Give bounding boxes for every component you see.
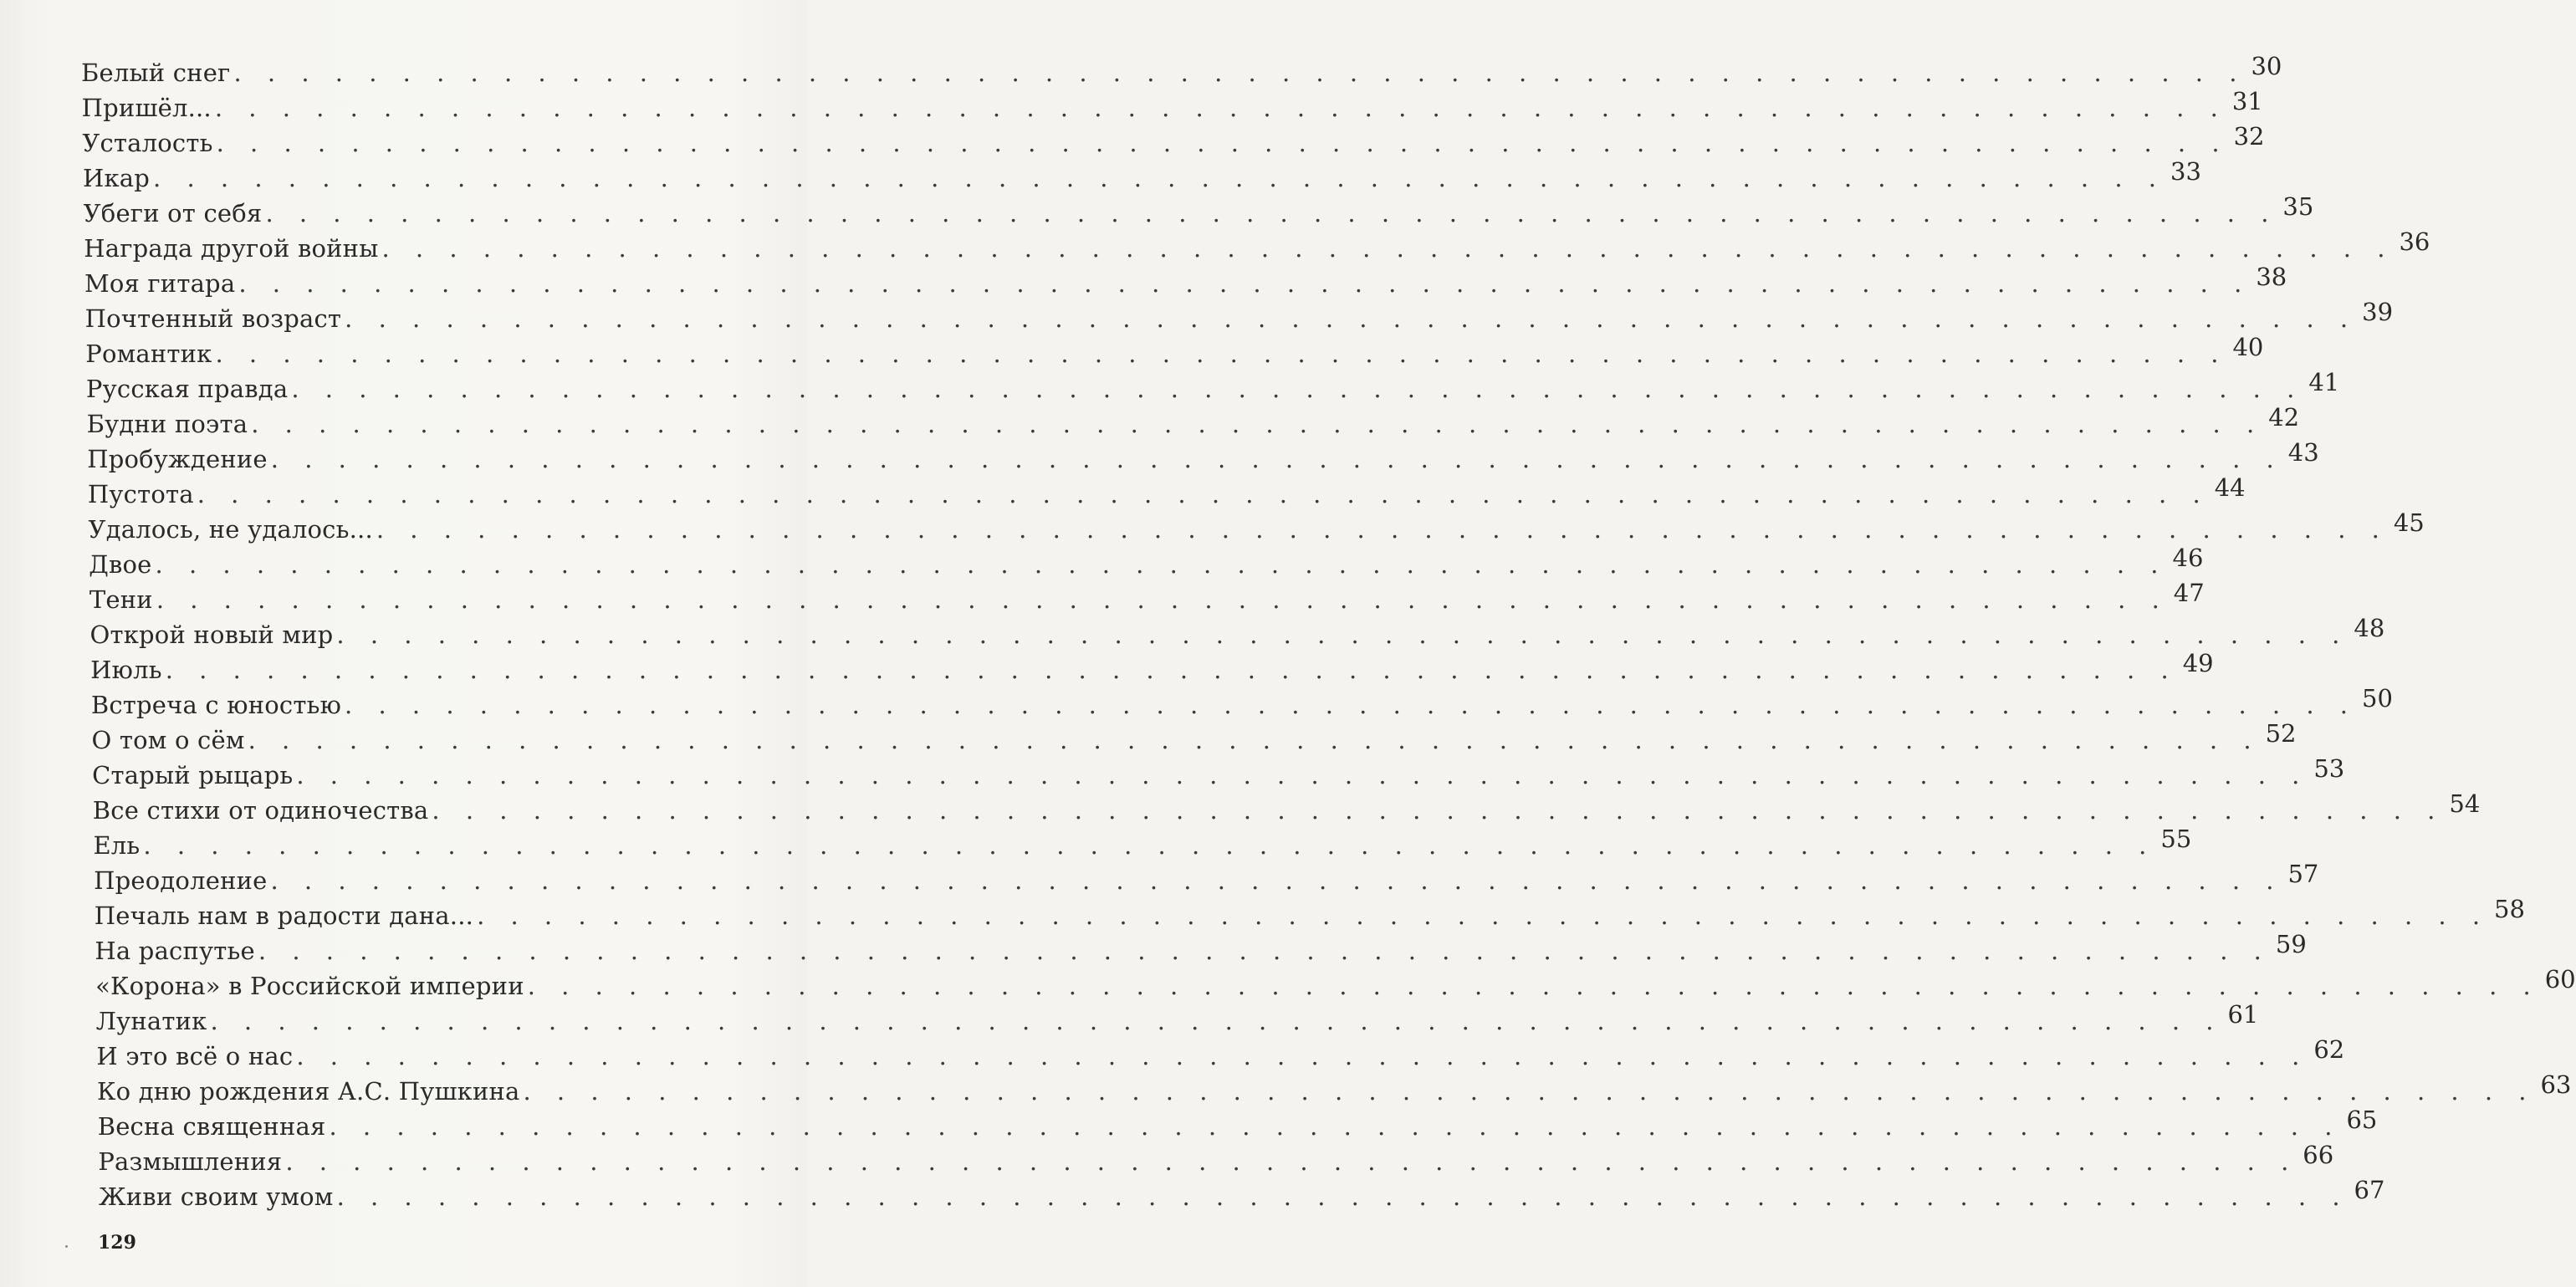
toc-leader-dots: . . . . . . . . . . . . . . . . . . . . . . . . . . . . . . . . . . . . . . . . . . . . . . . . . . . . . . . . . . . . [214, 94, 2227, 122]
toc-leader-dots: . . . . . . . . . . . . . . . . . . . . . . . . . . . . . . . . . . . . . . . . . . . . . . . . . . . . . . . . . . . . [210, 1007, 2223, 1035]
toc-entry [87, 473, 2246, 512]
toc-leader-dots: . . . . . . . . . . . . . . . . . . . . . . . . . . . . . . . . . . . . . . . . . . . . . . . . . . . . . . . . . . . . [215, 340, 2228, 368]
toc-entry-page: 52 [2265, 719, 2297, 748]
toc-entry [87, 438, 2319, 477]
toc-leader-dots: . . . . . . . . . . . . . . . . . . . . . . . . . . . . . . . . . . . . . . . . . . . . . . . . . . . . . . . . . . . . [238, 269, 2251, 298]
toc-leader-dots: . . . . . . . . . . . . . . . . . . . . . . . . . . . . . . . . . . . . . . . . . . . . . . . . . . . . . . . . . . . . [329, 1112, 2342, 1141]
toc-entry-page: 44 [2214, 473, 2246, 502]
toc-entry [89, 579, 2205, 617]
toc-entry [95, 930, 2307, 968]
toc-entry [92, 754, 2345, 793]
toc-entry [81, 87, 2263, 125]
toc-entry-title: О том о сём [91, 726, 245, 754]
toc-entry-page: 41 [2308, 368, 2340, 396]
toc-entry-page: 65 [2346, 1106, 2378, 1134]
toc-leader-dots: . . . . . . . . . . . . . . . . . . . . . . . . . . . . . . . . . . . . . . . . . . . . . . . . . . . . . . . . . . . . [291, 375, 2304, 403]
toc-entry [91, 719, 2297, 758]
toc-leader-dots: . . . . . . . . . . . . . . . . . . . . . . . . . . . . . . . . . . . . . . . . . . . . . . . . . . . . . . . . . . . . [477, 901, 2490, 930]
toc-entry-title: Пробуждение [87, 445, 268, 473]
toc-leader-dots: . . . . . . . . . . . . . . . . . . . . . . . . . . . . . . . . . . . . . . . . . . . . . . . . . . . . . . . . . . . . [336, 621, 2349, 649]
toc-entry [97, 1106, 2378, 1144]
toc-entry-page: 61 [2227, 1000, 2259, 1029]
toc-entry-title: Ель [93, 831, 141, 860]
toc-leader-dots: . . . . . . . . . . . . . . . . . . . . . . . . . . . . . . . . . . . . . . . . . . . . . . . . . . . . . . . . . . . . [376, 515, 2389, 544]
toc-entry [93, 825, 2192, 863]
toc-entry-page: 32 [2233, 122, 2265, 151]
toc-entry-title: Встреча с юностью [90, 691, 342, 719]
toc-leader-dots: . . . . . . . . . . . . . . . . . . . . . . . . . . . . . . . . . . . . . . . . . . . . . . . . . . . . . . . . . . . . [381, 234, 2395, 263]
toc-entry-title: Все стихи от одиночества [92, 796, 429, 825]
toc-entry-page: 48 [2354, 614, 2385, 642]
toc-entry-page: 45 [2393, 508, 2425, 537]
toc-entry-title: Пустота [87, 480, 194, 508]
toc-leader-dots: . . . . . . . . . . . . . . . . . . . . . . . . . . . . . . . . . . . . . . . . . . . . . . . . . . . . . . . . . . . . [345, 691, 2358, 719]
toc-entry-page: 30 [2251, 52, 2282, 80]
toc-entry [95, 965, 2576, 1004]
toc-entry [96, 1035, 2345, 1074]
toc-entry-title: Почтенный возраст [84, 304, 342, 333]
toc-entry-title: Русская правда [85, 375, 289, 403]
toc-leader-dots: . . . . . . . . . . . . . . . . . . . . . . . . . . . . . . . . . . . . . . . . . . . . . . . . . . . . . . . . . . . . [233, 59, 2246, 87]
table-of-contents [0, 43, 2576, 1214]
toc-entry-page: 63 [2540, 1070, 2572, 1099]
toc-entry-title: «Корона» в Российской империи [95, 972, 524, 1000]
toc-entry-page: 66 [2303, 1141, 2334, 1169]
toc-leader-dots: . . . . . . . . . . . . . . . . . . . . . . . . . . . . . . . . . . . . . . . . . . . . . . . . . . . . . . . . . . . . [216, 129, 2229, 157]
toc-leader-dots: . . . . . . . . . . . . . . . . . . . . . . . . . . . . . . . . . . . . . . . . . . . . . . . . . . . . . . . . . . . . [296, 761, 2309, 789]
toc-entry-title: Будни поэта [86, 410, 248, 438]
toc-entry-title: Пришёл... [81, 94, 212, 122]
toc-entry-page: 47 [2173, 579, 2205, 607]
toc-entry-title: Размышления [98, 1147, 283, 1176]
toc-entry-title: Открой новый мир [89, 621, 334, 649]
toc-leader-dots: . . . . . . . . . . . . . . . . . . . . . . . . . . . . . . . . . . . . . . . . . . . . . . . . . . . . . . . . . . . . [527, 972, 2540, 1000]
toc-entry [85, 333, 2264, 371]
toc-entry-title: Моя гитара [84, 269, 236, 298]
print-speck [65, 1245, 68, 1248]
toc-entry-page: 40 [2232, 333, 2264, 361]
toc-entry-page: 33 [2170, 157, 2201, 186]
toc-leader-dots: . . . . . . . . . . . . . . . . . . . . . . . . . . . . . . . . . . . . . . . . . . . . . . . . . . . . . . . . . . . . [270, 445, 2283, 473]
toc-entry-title: Усталость [82, 129, 213, 157]
toc-leader-dots: . . . . . . . . . . . . . . . . . . . . . . . . . . . . . . . . . . . . . . . . . . . . . . . . . . . . . . . . . . . . [197, 480, 2210, 508]
toc-entry [82, 122, 2265, 161]
toc-leader-dots: . . . . . . . . . . . . . . . . . . . . . . . . . . . . . . . . . . . . . . . . . . . . . . . . . . . . . . . . . . . . [165, 656, 2178, 684]
toc-leader-dots: . . . . . . . . . . . . . . . . . . . . . . . . . . . . . . . . . . . . . . . . . . . . . . . . . . . . . . . . . . . . [270, 866, 2283, 895]
toc-entry-title: Награда другой войны [84, 234, 379, 263]
toc-leader-dots: . . . . . . . . . . . . . . . . . . . . . . . . . . . . . . . . . . . . . . . . . . . . . . . . . . . . . . . . . . . . [285, 1147, 2298, 1176]
toc-entry-title: Икар [82, 164, 151, 192]
toc-entry-page: 67 [2354, 1176, 2385, 1204]
toc-entry-page: 43 [2287, 438, 2319, 467]
toc-entry-page: 35 [2282, 192, 2314, 221]
toc-entry [95, 1000, 2259, 1039]
toc-entry-page: 36 [2399, 227, 2430, 256]
toc-entry-page: 62 [2313, 1035, 2345, 1064]
toc-entry-page: 42 [2268, 403, 2300, 432]
toc-leader-dots: . . . . . . . . . . . . . . . . . . . . . . . . . . . . . . . . . . . . . . . . . . . . . . . . . . . . . . . . . . . . [153, 164, 2166, 192]
toc-leader-dots: . . . . . . . . . . . . . . . . . . . . . . . . . . . . . . . . . . . . . . . . . . . . . . . . . . . . . . . . . . . . [143, 831, 2156, 860]
toc-entry [99, 1176, 2385, 1214]
toc-entry-title: Старый рыцарь [92, 761, 294, 789]
toc-entry-page: 58 [2494, 895, 2525, 923]
toc-leader-dots: . . . . . . . . . . . . . . . . . . . . . . . . . . . . . . . . . . . . . . . . . . . . . . . . . . . . . . . . . . . . [251, 410, 2264, 438]
toc-entry-title: Ко дню рождения А.С. Пушкина [97, 1077, 520, 1106]
toc-entry-title: На распутье [95, 937, 255, 965]
toc-entry-title: Романтик [85, 340, 212, 368]
toc-entry-title: Весна священная [97, 1112, 326, 1141]
toc-leader-dots: . . . . . . . . . . . . . . . . . . . . . . . . . . . . . . . . . . . . . . . . . . . . . . . . . . . . . . . . . . . . [345, 304, 2358, 333]
page-number: 129 [98, 1232, 136, 1254]
toc-entry-title: Живи своим умом [99, 1182, 334, 1211]
toc-entry [89, 614, 2385, 652]
toc-leader-dots: . . . . . . . . . . . . . . . . . . . . . . . . . . . . . . . . . . . . . . . . . . . . . . . . . . . . . . . . . . . . [265, 199, 2278, 227]
toc-leader-dots: . . . . . . . . . . . . . . . . . . . . . . . . . . . . . . . . . . . . . . . . . . . . . . . . . . . . . . . . . . . . [258, 937, 2271, 965]
toc-entry [94, 860, 2319, 898]
toc-entry [94, 895, 2525, 933]
toc-entry-title: Печаль нам в радости дана... [94, 901, 474, 930]
toc-entry [82, 157, 2201, 196]
toc-entry-page: 31 [2231, 87, 2263, 115]
toc-entry-page: 38 [2256, 263, 2287, 291]
toc-entry [92, 789, 2481, 828]
toc-entry-title: И это всё о нас [96, 1042, 294, 1070]
toc-entry-title: Тени [89, 585, 153, 614]
toc-entry [90, 684, 2393, 723]
toc-entry-page: 46 [2172, 544, 2204, 572]
toc-entry-title: Белый снег [81, 59, 231, 87]
toc-entry-title: Преодоление [94, 866, 268, 895]
toc-entry [84, 298, 2394, 336]
toc-entry-title: Лунатик [95, 1007, 207, 1035]
toc-entry-page: 59 [2275, 930, 2307, 958]
toc-entry [81, 52, 2282, 90]
toc-entry-page: 55 [2160, 825, 2192, 853]
toc-entry-title: Убеги от себя [83, 199, 263, 227]
toc-leader-dots: . . . . . . . . . . . . . . . . . . . . . . . . . . . . . . . . . . . . . . . . . . . . . . . . . . . . . . . . . . . . [156, 585, 2169, 614]
toc-entry-page: 60 [2544, 965, 2576, 993]
toc-leader-dots: . . . . . . . . . . . . . . . . . . . . . . . . . . . . . . . . . . . . . . . . . . . . . . . . . . . . . . . . . . . . [523, 1077, 2536, 1106]
toc-entry-page: 57 [2287, 860, 2319, 888]
toc-entry [89, 544, 2204, 582]
toc-entry-title: Двое [89, 550, 152, 579]
toc-entry [98, 1141, 2334, 1179]
toc-entry [97, 1070, 2572, 1109]
toc-entry-title: Удалось, не удалось... [88, 515, 373, 544]
toc-entry [84, 263, 2287, 301]
toc-leader-dots: . . . . . . . . . . . . . . . . . . . . . . . . . . . . . . . . . . . . . . . . . . . . . . . . . . . . . . . . . . . . [296, 1042, 2309, 1070]
toc-leader-dots: . . . . . . . . . . . . . . . . . . . . . . . . . . . . . . . . . . . . . . . . . . . . . . . . . . . . . . . . . . . . [155, 550, 2168, 579]
toc-entry-title: Июль [90, 656, 162, 684]
toc-entry [88, 508, 2425, 547]
toc-leader-dots: . . . . . . . . . . . . . . . . . . . . . . . . . . . . . . . . . . . . . . . . . . . . . . . . . . . . . . . . . . . . [432, 796, 2445, 825]
toc-entry [83, 192, 2314, 231]
toc-leader-dots: . . . . . . . . . . . . . . . . . . . . . . . . . . . . . . . . . . . . . . . . . . . . . . . . . . . . . . . . . . . . [336, 1182, 2349, 1211]
toc-entry [90, 649, 2214, 687]
toc-entry-page: 49 [2182, 649, 2214, 677]
toc-leader-dots: . . . . . . . . . . . . . . . . . . . . . . . . . . . . . . . . . . . . . . . . . . . . . . . . . . . . . . . . . . . . [248, 726, 2261, 754]
toc-entry [84, 227, 2430, 266]
toc-entry-page: 53 [2313, 754, 2345, 783]
toc-entry-page: 54 [2449, 789, 2481, 818]
toc-entry-page: 50 [2362, 684, 2393, 712]
toc-entry [85, 368, 2340, 406]
toc-entry-page: 39 [2362, 298, 2394, 326]
toc-entry [86, 403, 2300, 442]
